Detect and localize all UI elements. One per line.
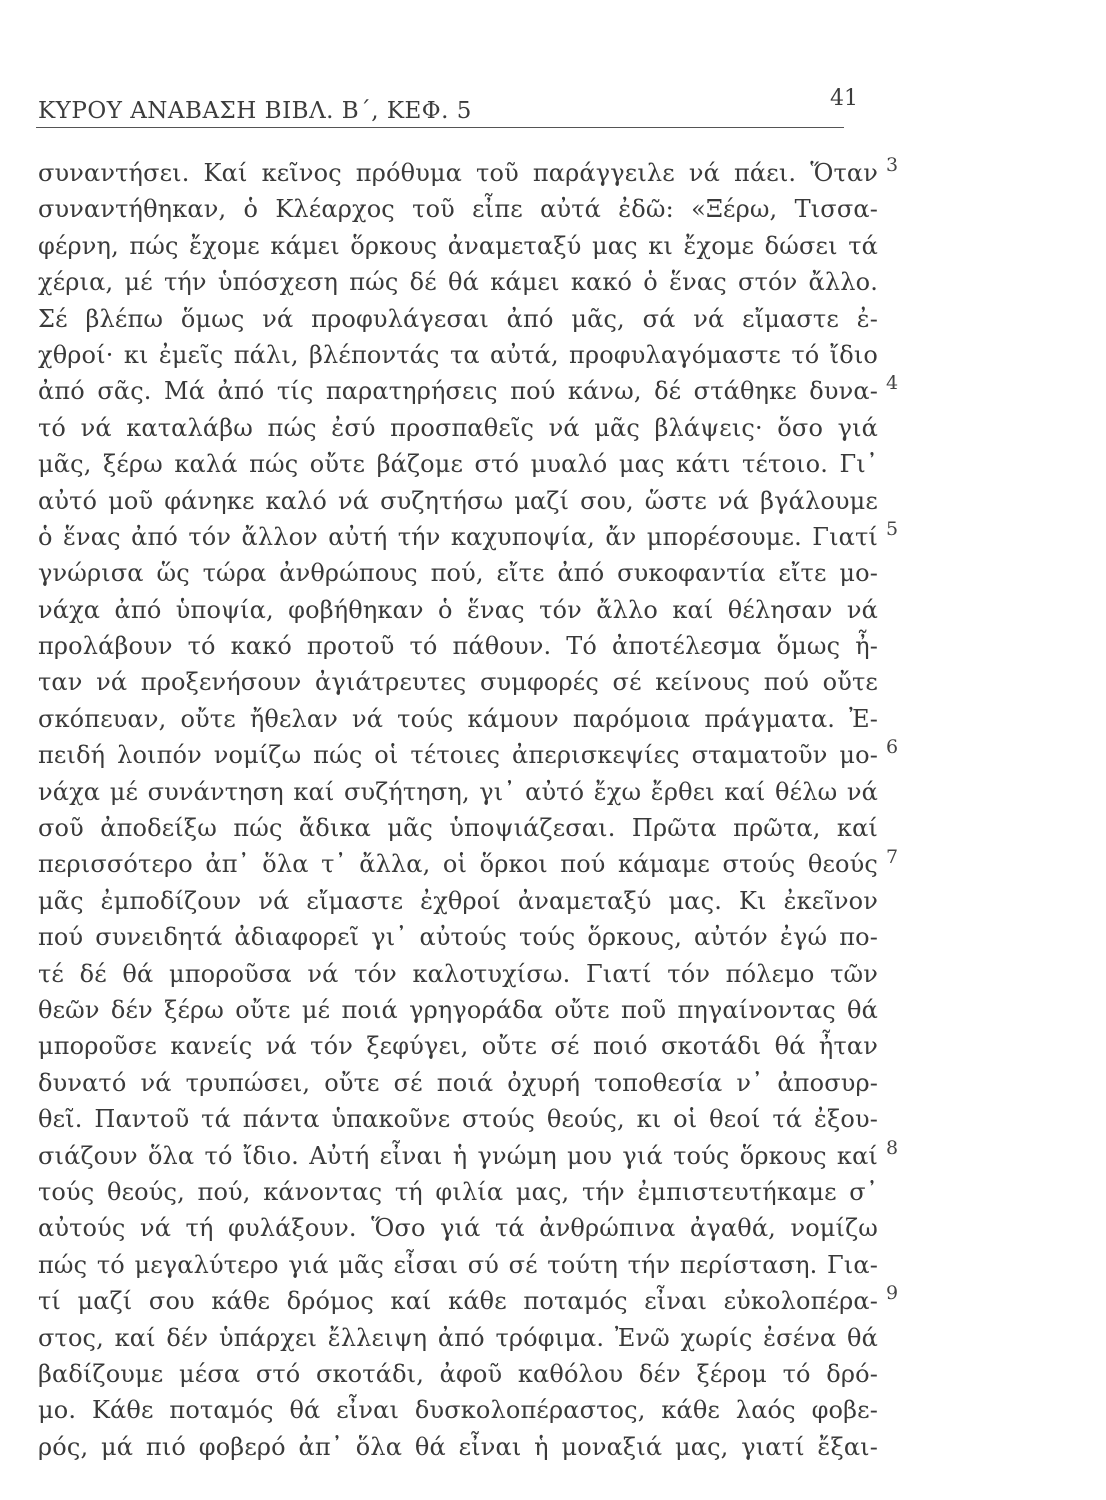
text-line: μποροῦσε κανείς νά τόν ξεφύγει, οὔτε σέ ποιό σκοτάδι θά ἦταν — [38, 1032, 878, 1061]
text-line: βαδίζουμε μέσα στό σκοτάδι, ἀφοῦ καθόλου δέν ξέρομ τό δρό- — [38, 1359, 878, 1388]
body-text — [38, 155, 878, 1465]
header-rule — [36, 127, 844, 128]
text-line: νάχα μέ συνάντηση καί συζήτηση, γι᾽ αὐτό ἔχω ἔρθει καί θέλω νά — [38, 777, 878, 806]
text-line: Σέ βλέπω ὅμως νά προφυλάγεσαι ἀπό μᾶς, σά νά εἴμαστε ἐ- — [38, 304, 878, 333]
text-line: τούς θεούς, πού, κάνοντας τή φιλία μας, τήν ἐμπιστευτήκαμε σ᾽ — [38, 1177, 878, 1206]
text-line: ἀπό σᾶς. Μά ἀπό τίς παρατηρήσεις πού κάνω, δέ στάθηκε δυνα- — [38, 377, 878, 406]
text-line: μο. Κάθε ποταμός θά εἶναι δυσκολοπέραστος, κάθε λαός φοβε- — [38, 1396, 878, 1425]
section-number: 4 — [886, 372, 899, 395]
text-line: μᾶς, ξέρω καλά πώς οὔτε βάζομε στό μυαλό μας κάτι τέτοιο. Γι᾽ — [38, 450, 878, 479]
section-number: 9 — [886, 1282, 899, 1305]
text-line: θεῶν δέν ξέρω οὔτε μέ ποιά γρηγοράδα οὔτε ποῦ πηγαίνοντας θά — [38, 995, 878, 1024]
text-line: αὐτό μοῦ φάνηκε καλό νά συζητήσω μαζί σου, ὥστε νά βγάλουμε — [38, 486, 878, 515]
text-line: τέ δέ θά μποροῦσα νά τόν καλοτυχίσω. Γιατί τόν πόλεμο τῶν — [38, 959, 878, 988]
text-line: συναντήσει. Καί κεῖνος πρόθυμα τοῦ παράγγειλε νά πάει. Ὅταν — [38, 159, 878, 187]
text-line: χέρια, μέ τήν ὑπόσχεση πώς δέ θά κάμει κακό ὁ ἕνας στόν ἄλλο. — [38, 268, 878, 297]
text-line: θεῖ. Παντοῦ τά πάντα ὑπακοῦνε στούς θεούς, κι οἱ θεοί τά ἐξου- — [38, 1105, 878, 1134]
text-line: ρός, μά πιό φοβερό ἀπ᾽ ὅλα θά εἶναι ἡ μοναξιά μας, γιατί ἔξαι- — [38, 1432, 878, 1461]
text-line: στος, καί δέν ὑπάρχει ἔλλειψη ἀπό τρόφιμα. Ἐνῶ χωρίς ἐσένα θά — [38, 1323, 878, 1352]
section-number: 8 — [886, 1136, 899, 1159]
section-number: 5 — [886, 518, 899, 540]
text-line: γνώρισα ὥς τώρα ἀνθρώπους πού, εἴτε ἀπό συκοφαντία εἴτε μο- — [38, 559, 878, 588]
text-line: σκόπευαν, οὔτε ἤθελαν νά τούς κάμουν παρόμοια πράγματα. Ἐ- — [38, 704, 878, 733]
text-line: προλάβουν τό κακό προτοῦ τό πάθουν. Τό ἀποτέλεσμα ὅμως ἦ- — [38, 632, 878, 661]
text-line: πού συνειδητά ἀδιαφορεῖ γι᾽ αὐτούς τούς ὅρκους, αὐτόν ἐγώ πο- — [38, 923, 878, 952]
text-line: αὐτούς νά τή φυλάξουν. Ὅσο γιά τά ἀνθρώπινα ἀγαθά, νομίζω — [38, 1214, 878, 1243]
text-line: σιάζουν ὅλα τό ἴδιο. Αὐτή εἶναι ἡ γνώμη μου γιά τούς ὅρκους καί — [38, 1141, 878, 1170]
text-line: περισσότερο ἀπ᾽ ὅλα τ᾽ ἄλλα, οἱ ὅρκοι πού κάμαμε στούς θεούς — [38, 850, 878, 879]
text-line: μᾶς ἐμποδίζουν νά εἴμαστε ἐχθροί ἀναμεταξύ μας. Κι ἐκεῖνον — [38, 886, 878, 915]
text-line: φέρνη, πώς ἔχομε κάμει ὅρκους ἀναμεταξύ μας κι ἔχομε δώσει τά — [38, 231, 878, 260]
text-line: ταν νά προξενήσουν ἀγιάτρευτες συμφορές σέ κείνους πού οὔτε — [38, 668, 878, 697]
text-line: σοῦ ἀποδείξω πώς ἄδικα μᾶς ὑποψιάζεσαι. Πρῶτα πρῶτα, καί — [38, 814, 878, 843]
text-line: νάχα ἀπό ὑποψία, φοβήθηκαν ὁ ἕνας τόν ἄλλο καί θέλησαν νά — [38, 595, 878, 624]
text-line: συναντήθηκαν, ὁ Κλέαρχος τοῦ εἶπε αὐτά ἐδῶ: «Ξέρω, Τισσα- — [38, 195, 878, 224]
section-number: 7 — [886, 845, 899, 868]
text-line: πειδή λοιπόν νομίζω πώς οἱ τέτοιες ἀπερισκεψίες σταματοῦν μο- — [38, 741, 878, 770]
text-line: πώς τό μεγαλύτερο γιά μᾶς εἶσαι σύ σέ τούτη τήν περίσταση. Για- — [38, 1250, 878, 1279]
page-number: 41 — [830, 86, 858, 111]
text-line: τί μαζί σου κάθε δρόμος καί κάθε ποταμός εἶναι εὐκολοπέρα- — [38, 1287, 878, 1316]
text-line: τό νά καταλάβω πώς ἐσύ προσπαθεῖς νά μᾶς βλάψεις· ὅσο γιά — [38, 413, 878, 442]
text-line: χθροί· κι ἐμεῖς πάλι, βλέποντάς τα αὐτά, προφυλαγόμαστε τό ἴδιο — [38, 340, 878, 369]
section-number: 6 — [886, 736, 899, 759]
text-line: δυνατό νά τρυπώσει, οὔτε σέ ποιά ὀχυρή τοποθεσία ν᾽ ἀποσυρ- — [38, 1068, 878, 1097]
running-title: ΚΥΡΟΥ ΑΝΑΒΑΣΗ ΒΙΒΛ. Β΄, ΚΕΦ. 5 — [38, 98, 472, 124]
text-line: ὁ ἕνας ἀπό τόν ἄλλον αὐτή τήν καχυποψία, ἄν μπορέσουμε. Γιατί — [38, 522, 878, 551]
section-number: 3 — [886, 154, 899, 176]
